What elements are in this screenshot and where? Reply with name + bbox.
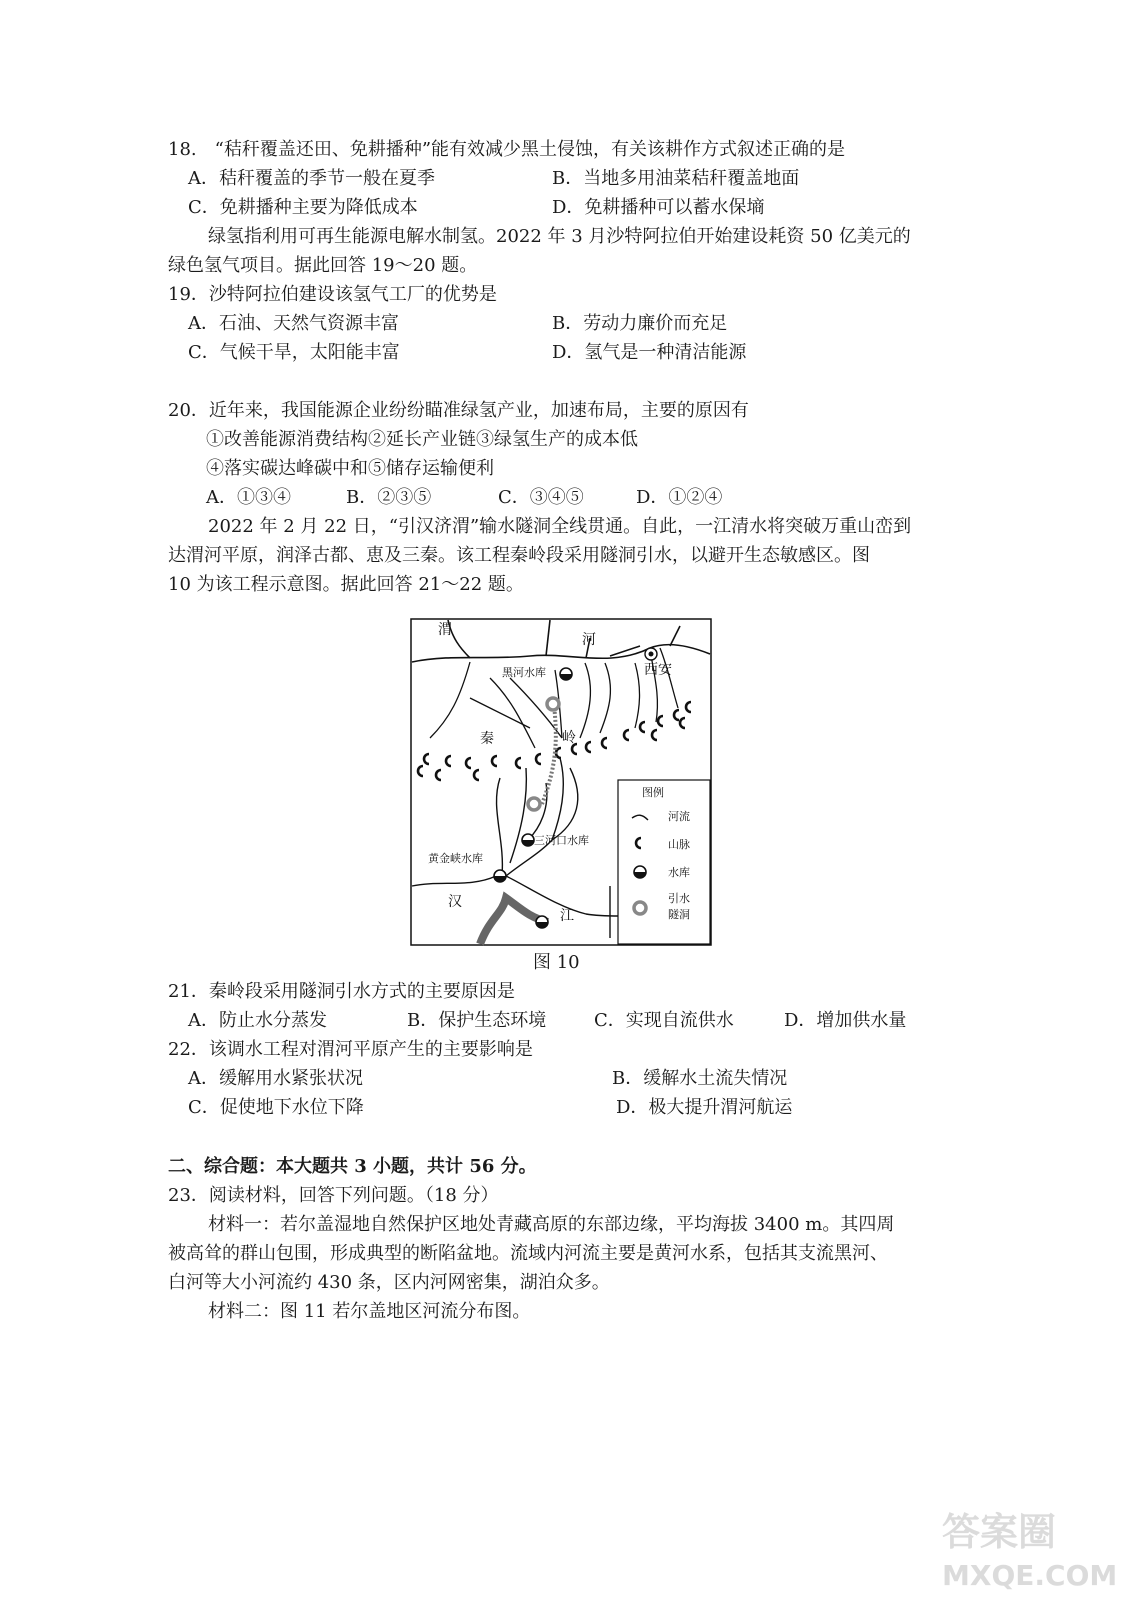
legend-reservoir-label: 水库 — [668, 866, 690, 879]
q22-option-a: A．缓解用水紧张状况 — [188, 1068, 363, 1089]
legend-tunnel-label-1: 引水 — [668, 892, 690, 905]
q22-option-c: C．促使地下水位下降 — [188, 1097, 364, 1118]
q22-option-b: B．缓解水土流失情况 — [612, 1068, 788, 1089]
label-han: 汉 — [448, 894, 462, 910]
q20-options-line1: ①改善能源消费结构②延长产业链③绿氢生产的成本低 — [206, 429, 638, 450]
map-legend — [618, 780, 710, 944]
sanhekou-reservoir-marker — [522, 834, 534, 846]
label-heihe-reservoir: 黑河水库 — [502, 666, 546, 679]
figure-10-map — [410, 618, 712, 946]
q20-option-a: A．①③④ — [206, 487, 291, 508]
label-he: 河 — [582, 632, 596, 648]
watermark-top-text: 答案圈 — [942, 1510, 1057, 1554]
q22-option-d: D．极大提升渭河航运 — [616, 1097, 793, 1118]
q21-option-c: C．实现自流供水 — [594, 1010, 734, 1031]
tunnel-south-marker — [528, 798, 540, 810]
label-huangjinxia-reservoir: 黄金峡水库 — [428, 852, 483, 865]
q18-option-a: A．秸秆覆盖的季节一般在夏季 — [188, 168, 435, 189]
legend-mountain-label: 山脉 — [668, 838, 690, 851]
q20-options-line2: ④落实碳达峰碳中和⑤储存运输便利 — [206, 458, 494, 479]
watermark-bottom-text: MXQE.COM — [942, 1559, 1118, 1592]
legend-reservoir-icon — [634, 866, 646, 878]
label-sanhekou-reservoir: 三河口水库 — [534, 834, 589, 847]
watermark-logo — [938, 1505, 1118, 1593]
material-19-20-line1: 绿氢指利用可再生能源电解水制氢。2022 年 3 月沙特阿拉伯开始建设耗资 50 亿美元的 — [208, 226, 911, 247]
material-19-20-line2: 绿色氢气项目。据此回答 19～20 题。 — [168, 255, 478, 276]
q20-option-d: D．①②④ — [636, 487, 723, 508]
material-21-22-line2: 达渭河平原，润泽古都、恵及三秦。该工程秦岭段采用隧洞引水，以避开生态敏感区。图 — [168, 545, 870, 566]
label-ling: 岭 — [562, 730, 576, 746]
q20-stem: 20．近年来，我国能源企业纷纷瞄准绿氢产业，加速布局，主要的原因有 — [168, 400, 749, 421]
label-jiang: 江 — [560, 908, 574, 924]
q23-material2: 材料二：图 11 若尔盖地区河流分布图。 — [208, 1301, 531, 1322]
q23-stem: 23．阅读材料，回答下列问题。（18 分） — [168, 1185, 499, 1206]
heihe-reservoir-marker — [560, 668, 572, 680]
xian-city-symbol — [645, 648, 657, 660]
q23-material1-line3: 白河等大小河流约 430 条，区内河网密集，湖泊众多。 — [168, 1272, 610, 1293]
figure-10-caption: 图 10 — [533, 952, 580, 973]
q19-option-b: B．劳动力廉价而充足 — [552, 313, 728, 334]
label-wei: 渭 — [438, 622, 452, 638]
q19-stem: 19．沙特阿拉伯建设该氢气工厂的优势是 — [168, 284, 497, 305]
legend-river-label: 河流 — [668, 810, 690, 823]
q20-option-b: B．②③⑤ — [346, 487, 432, 508]
q19-option-d: D．氢气是一种清洁能源 — [552, 342, 747, 363]
q18-option-d: D．免耕播种可以蓄水保墒 — [552, 197, 765, 218]
legend-tunnel-label-2: 隧洞 — [668, 908, 690, 921]
q23-material1-line1: 材料一：若尔盖湿地自然保护区地处青藏高原的东部边缘，平均海拔 3400 m。其四周 — [208, 1214, 895, 1235]
q18-stem: 18. “秸秆覆盖还田、免耕播种”能有效减少黑土侵蚀，有关该耕作方式叙述正确的是 — [168, 139, 846, 160]
q21-option-d: D．增加供水量 — [784, 1010, 907, 1031]
legend-title: 图例 — [642, 786, 664, 799]
q19-option-a: A．石油、天然气资源丰富 — [188, 313, 399, 334]
q23-material1-line2: 被高耸的群山包围，形成典型的断陷盆地。流域内河流主要是黄河水系，包括其支流黑河、 — [168, 1243, 888, 1264]
label-qin: 秦 — [480, 731, 494, 747]
q21-stem: 21．秦岭段采用隧洞引水方式的主要原因是 — [168, 981, 515, 1002]
tunnel-north-marker — [547, 698, 559, 710]
material-21-22-line3: 10 为该工程示意图。据此回答 21～22 题。 — [168, 574, 524, 595]
q18-option-c: C．免耕播种主要为降低成本 — [188, 197, 418, 218]
reservoir-marker-south — [536, 916, 548, 928]
q21-option-b: B．保护生态环境 — [407, 1010, 547, 1031]
material-21-22-line1: 2022 年 2 月 22 日，“引汉济渭”输水隧洞全线贯通。自此，一江清水将突破万重山峦到 — [208, 516, 912, 537]
section-2-heading: 二、综合题：本大题共 3 小题，共计 56 分。 — [168, 1156, 537, 1177]
label-xian: 西安 — [644, 662, 672, 678]
q19-option-c: C．气候干旱，太阳能丰富 — [188, 342, 400, 363]
legend-tunnel-icon — [634, 902, 646, 914]
q22-stem: 22．该调水工程对渭河平原产生的主要影响是 — [168, 1039, 533, 1060]
huangjinxia-reservoir-marker — [494, 870, 506, 882]
q20-option-c: C．③④⑤ — [498, 487, 584, 508]
q21-option-a: A．防止水分蒸发 — [188, 1010, 327, 1031]
q18-option-b: B．当地多用油菜秸秆覆盖地面 — [552, 168, 800, 189]
